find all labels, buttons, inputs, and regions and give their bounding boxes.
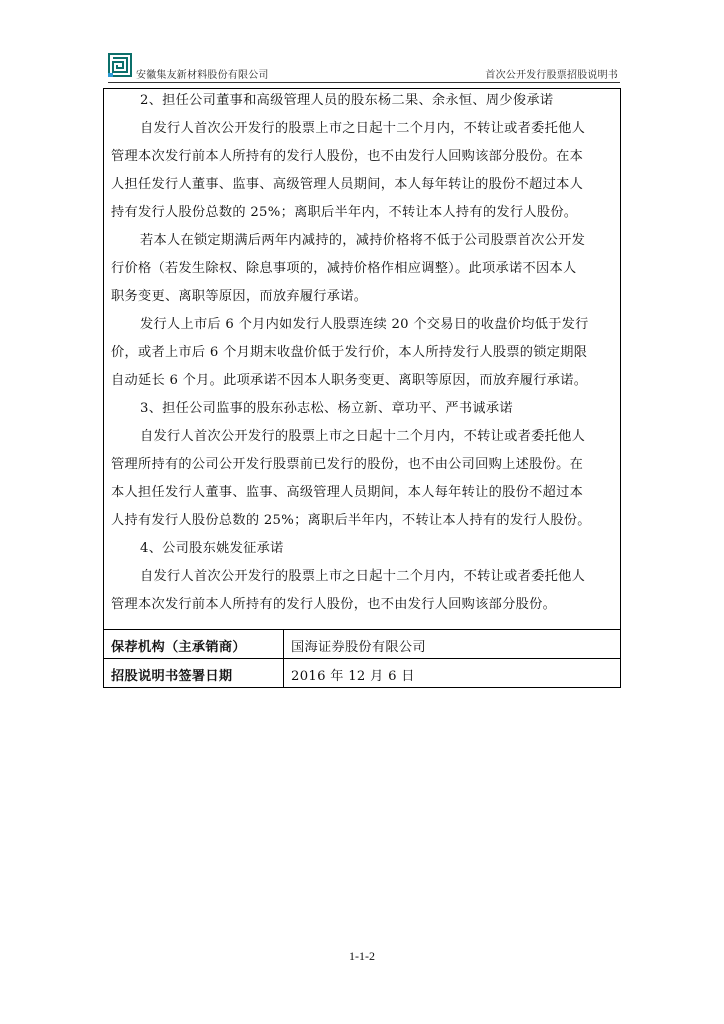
text-line: 管理本次发行前本人所持有的发行人股份，也不由发行人回购该部分股份。在本 (111, 149, 584, 164)
text-line: 若本人在锁定期满后两年内减持的，减持价格将不低于公司股票首次公开发 (140, 233, 586, 248)
commitment-heading-2: 2、担任公司董事和高级管理人员的股东杨二果、余永恒、周少俊承诺 (140, 93, 554, 108)
company-logo-icon (108, 53, 132, 77)
signing-date-row (104, 659, 620, 688)
text-line: 自发行人首次公开发行的股票上市之日起十二个月内，不转让或者委托他人 (140, 429, 586, 444)
page-number: 1-1-2 (349, 949, 375, 963)
text-line: 发行人上市后 6 个月内如发行人股票连续 20 个交易日的收盘价均低于发行 (140, 317, 589, 332)
commitment-heading-4: 4、公司股东姚发征承诺 (140, 541, 284, 556)
text-line: 本人担任发行人董事、监事、高级管理人员期间，本人每年转让的股份不超过本 (111, 485, 584, 500)
text-line: 价，或者上市后 6 个月期末收盘价低于发行价，本人所持发行人股票的锁定期限 (111, 345, 588, 360)
commitment-text-cell (104, 89, 620, 630)
signing-date-label-cell (104, 659, 284, 688)
text-line: 职务变更、离职等原因，而放弃履行承诺。 (111, 289, 368, 304)
text-line: 自发行人首次公开发行的股票上市之日起十二个月内，不转让或者委托他人 (140, 121, 586, 136)
sponsor-row (104, 630, 620, 659)
text-line: 自发行人首次公开发行的股票上市之日起十二个月内，不转让或者委托他人 (140, 569, 586, 584)
sponsor-value: 国海证券股份有限公司 (291, 640, 426, 655)
text-line: 自动延长 6 个月。此项承诺不因本人职务变更、离职等原因，而放弃履行承诺。 (111, 373, 588, 388)
text-line: 人担任发行人董事、监事、高级管理人员期间，本人每年转让的股份不超过本人 (111, 177, 584, 192)
signing-date-label: 招股说明书签署日期 (111, 669, 233, 684)
sponsor-label-cell (104, 630, 284, 658)
text-line: 管理本次发行前本人所持有的发行人股份，也不由发行人回购该部分股份。 (111, 597, 557, 612)
sponsor-label: 保荐机构（主承销商） (111, 640, 246, 655)
text-line: 人持有发行人股份总数的 25%；离职后半年内，不转让本人持有的发行人股份。 (111, 513, 591, 528)
document-title: 首次公开发行股票招股说明书 (485, 70, 618, 81)
company-name: 安徽集友新材料股份有限公司 (136, 70, 269, 81)
prospectus-table (103, 88, 621, 688)
text-line: 管理所持有的公司公开发行股票前已发行的股份，也不由公司回购上述股份。在 (111, 457, 584, 472)
signing-date-value: 2016 年 12 月 6 日 (291, 669, 415, 684)
commitment-heading-3: 3、担任公司监事的股东孙志松、杨立新、章功平、严书诚承诺 (140, 401, 513, 416)
text-line: 持有发行人股份总数的 25%；离职后半年内，不转让本人持有的发行人股份。 (111, 205, 578, 220)
text-line: 行价格（若发生除权、除息事项的，减持价格作相应调整）。此项承诺不因本人 (111, 261, 577, 276)
page-header (108, 52, 620, 83)
